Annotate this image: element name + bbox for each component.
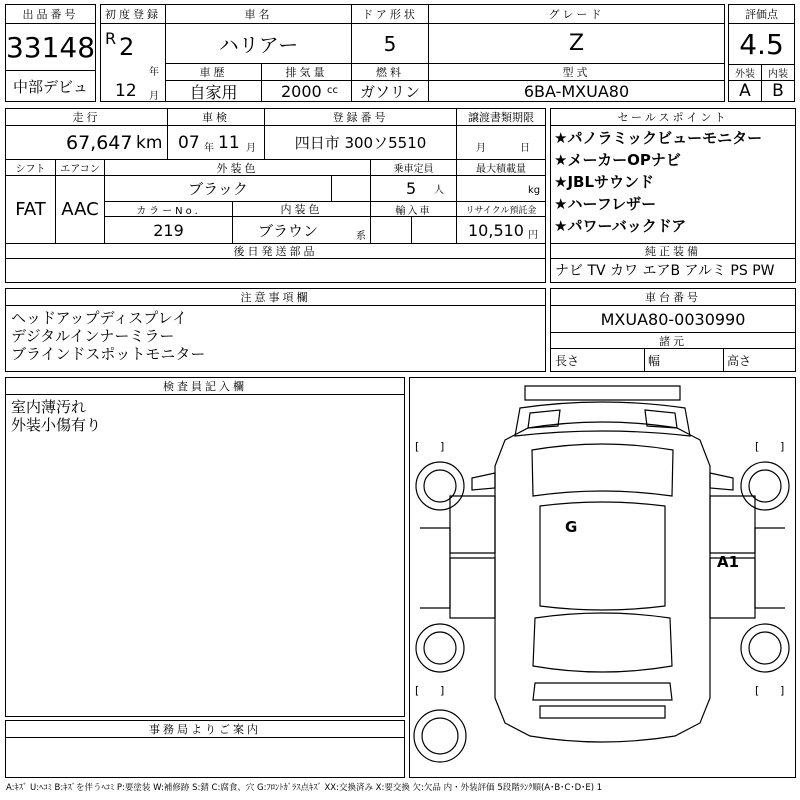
exterior-color-label: 外装色	[216, 161, 259, 175]
exterior-score: A	[739, 81, 751, 101]
lot-label: 出品番号	[22, 8, 79, 21]
score-value: 4.5	[739, 27, 784, 61]
interior-color-suffix: 系	[356, 231, 366, 242]
inspection-label: 車検	[202, 111, 230, 124]
door-value: 5	[383, 31, 397, 56]
svg-text:]: ]	[780, 684, 785, 697]
vehicle-info-table	[100, 4, 725, 102]
first-reg-year-unit: 年	[149, 67, 159, 78]
door-label: ドア形状	[362, 8, 418, 21]
equipment-label: 純正装備	[645, 245, 701, 258]
inspector-label: 検査員記入欄	[163, 380, 247, 393]
dims-label: 諸元	[659, 334, 687, 348]
first-reg-era: R	[105, 29, 117, 48]
import-label: 輸入車	[395, 205, 432, 217]
score-label: 評価点	[745, 8, 778, 21]
inspector-note: 外装小傷有り	[11, 416, 102, 434]
sales-point-item: ★パワーバックドア	[554, 217, 687, 235]
sales-point-item: ★メーカーOPナビ	[554, 151, 681, 169]
capacity-value: 5	[406, 179, 417, 198]
first-reg-year: 2	[119, 33, 135, 61]
sales-point-item: ★JBLサウンド	[554, 173, 655, 191]
sales-point-item: ★パノラミックビューモニター	[554, 129, 763, 147]
shift-label: シフト	[15, 164, 46, 175]
recycle-label: リサイクル預託金	[465, 205, 537, 216]
damage-mark-g: G	[565, 518, 578, 536]
svg-text:[: [	[755, 684, 760, 697]
color-no-label: カラーNo.	[136, 205, 201, 217]
interior-label: 内装	[768, 69, 788, 80]
caution-item: ヘッドアップディスプレイ	[11, 309, 187, 327]
shift-value: FAT	[15, 199, 46, 220]
first-reg-month-unit: 月	[149, 91, 159, 102]
displacement-label: 排気量	[285, 66, 328, 79]
first-reg-label: 初度登録	[105, 8, 161, 21]
dims-height: 高さ	[727, 353, 752, 368]
recycle-value: 10,510	[468, 220, 524, 240]
color-no-value: 219	[153, 220, 184, 240]
mileage-label: 走行	[72, 111, 101, 124]
recycle-unit: 円	[528, 230, 538, 241]
inspector-box	[5, 377, 405, 717]
plate-label: 登録番号	[332, 111, 389, 124]
chassis-number: MXUA80-0030990	[600, 309, 746, 329]
caution-item: デジタルインナーミラー	[11, 327, 175, 345]
inspection-month-unit: 月	[246, 143, 256, 154]
interior-score: B	[772, 81, 784, 101]
history-value: 自家用	[189, 82, 238, 102]
mileage-value: 67,647	[66, 131, 133, 154]
car-name-label: 車名	[244, 8, 273, 21]
svg-text:]: ]	[780, 440, 785, 453]
sales-points-box	[550, 108, 796, 283]
aircon-value: AAC	[61, 199, 99, 220]
inspection-year-unit: 年	[204, 143, 214, 154]
exterior-label: 外装	[735, 69, 755, 80]
mileage-unit: km	[136, 132, 163, 153]
transfer-month-unit: 月	[476, 143, 486, 154]
capacity-label: 乗車定員	[393, 164, 434, 175]
caution-label: 注意事項欄	[240, 291, 311, 304]
svg-text:[: [	[415, 440, 420, 453]
inspector-note: 室内薄汚れ	[11, 398, 87, 416]
caution-item: ブラインドスポットモニター	[11, 345, 206, 363]
car-diagram	[409, 377, 796, 778]
aircon-label: エアコン	[60, 164, 100, 175]
model-code: 6BA-MXUA80	[523, 81, 630, 101]
sales-points-label: セールスポイント	[617, 111, 729, 124]
inspection-year: 07	[178, 132, 200, 153]
office-box	[5, 720, 405, 778]
dims-width: 幅	[648, 353, 661, 368]
history-label: 車歴	[199, 66, 228, 79]
venue: 中部デビュ	[12, 77, 88, 96]
lot-number: 33148	[5, 30, 96, 64]
transfer-label: 譲渡書類期限	[468, 111, 534, 124]
score-box	[728, 4, 795, 102]
car-name: ハリアー	[218, 33, 299, 57]
svg-text:]: ]	[440, 684, 445, 697]
sales-point-item: ★ハーフレザー	[554, 195, 657, 213]
svg-text:[: [	[415, 684, 420, 697]
chassis-box	[550, 288, 796, 372]
exterior-color-value: ブラック	[188, 180, 248, 198]
damage-mark-a1: A1	[717, 553, 740, 571]
grade-value: Z	[568, 31, 585, 56]
dims-length: 長さ	[555, 353, 580, 368]
inspection-month: 11	[218, 132, 240, 153]
fuel-label: 燃料	[376, 66, 404, 79]
legend-text: A:ｷｽﾞ U:ﾍｺﾐ B:ｷｽﾞを伴うﾍｺﾐ P:要塗装 W:補修跡 S:錆 C:腐食、穴 G:ﾌﾛﾝﾄｶﾞﾗｽ点ｷｽﾞ XX:交換済み X:要交換 欠:欠品 内・外装評価 5段階ﾗﾝｸ順(A･B･C･D･E) 1	[6, 783, 603, 793]
plate-value: 四日市 300ソ5510	[294, 134, 427, 152]
fuel-value: ガソリン	[359, 82, 420, 101]
interior-color-value: ブラウン	[257, 221, 318, 240]
svg-text:[: [	[755, 440, 760, 453]
grade-label: グレード	[548, 8, 605, 21]
transfer-day-unit: 日	[520, 143, 530, 154]
interior-color-label: 内装色	[280, 203, 323, 216]
lot-box	[5, 4, 96, 102]
later-parts-label: 後日発送部品	[233, 245, 318, 258]
car-outline-diagram	[410, 378, 795, 777]
displacement-unit: cc	[327, 85, 338, 96]
svg-text:]: ]	[440, 440, 445, 453]
office-label: 事務局よりご案内	[149, 723, 261, 736]
first-reg-month: 12	[115, 81, 137, 101]
capacity-unit: 人	[434, 185, 444, 196]
chassis-label: 車台番号	[645, 291, 701, 304]
model-code-label: 型式	[562, 66, 591, 79]
detail-table	[5, 108, 546, 283]
max-load-label: 最大積載量	[476, 164, 526, 175]
equipment-value: ナビ TV カワ エアB アルミ PS PW	[555, 263, 775, 279]
displacement-value: 2000	[281, 81, 322, 101]
max-load-unit: kg	[528, 185, 541, 196]
caution-box	[5, 288, 546, 372]
